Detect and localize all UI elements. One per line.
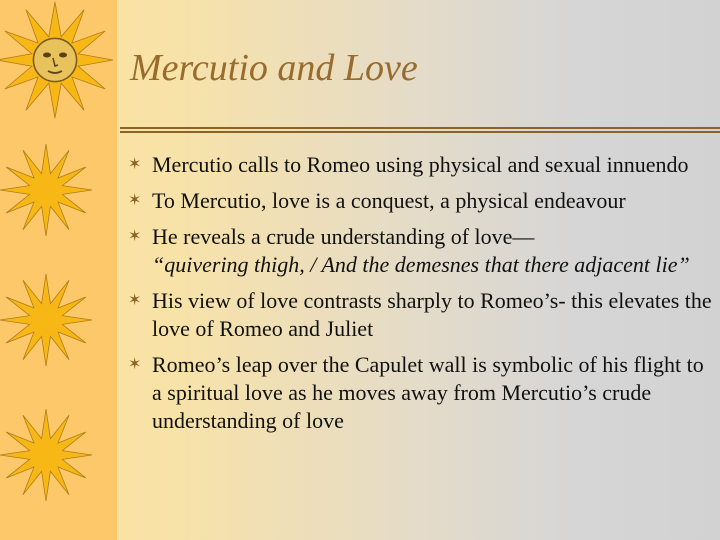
bullet-star-icon: ✶ bbox=[128, 356, 142, 373]
slide-title: Mercutio and Love bbox=[130, 47, 418, 89]
sun-sidebar bbox=[0, 0, 117, 540]
sun-icon bbox=[0, 409, 92, 501]
bullet-text: To Mercutio, love is a conquest, a physical endeavour bbox=[152, 188, 626, 213]
bullet-text: Romeo’s leap over the Capulet wall is symbolic of his flight to a spiritual love as he moves away from Mercutio’s crude understanding of love bbox=[152, 352, 704, 433]
bullet-star-icon: ✶ bbox=[128, 292, 142, 309]
bullet-star-icon: ✶ bbox=[128, 228, 142, 245]
sun-icon bbox=[0, 274, 92, 366]
bullet-quote: “quivering thigh, / And the demesnes that there adjacent lie” bbox=[152, 252, 690, 277]
sun-face-icon bbox=[0, 2, 113, 118]
bullet-star-icon: ✶ bbox=[128, 192, 142, 209]
bullet-star-icon: ✶ bbox=[128, 156, 142, 173]
bullet-item bbox=[125, 151, 715, 179]
bullet-item bbox=[125, 223, 715, 279]
bullet-item bbox=[125, 351, 715, 435]
bullet-text: Mercutio calls to Romeo using physical and sexual innuendo bbox=[152, 152, 689, 177]
bullet-text: His view of love contrasts sharply to Romeo’s- this elevates the love of Romeo and Juliet bbox=[152, 288, 712, 341]
bullet-item bbox=[125, 187, 715, 215]
bullet-text: He reveals a crude understanding of love— bbox=[152, 224, 535, 249]
sun-icon bbox=[0, 144, 92, 236]
sun-decorations bbox=[0, 0, 117, 540]
title-divider bbox=[120, 127, 720, 133]
bullet-item bbox=[125, 287, 715, 343]
bullet-list bbox=[125, 151, 715, 443]
